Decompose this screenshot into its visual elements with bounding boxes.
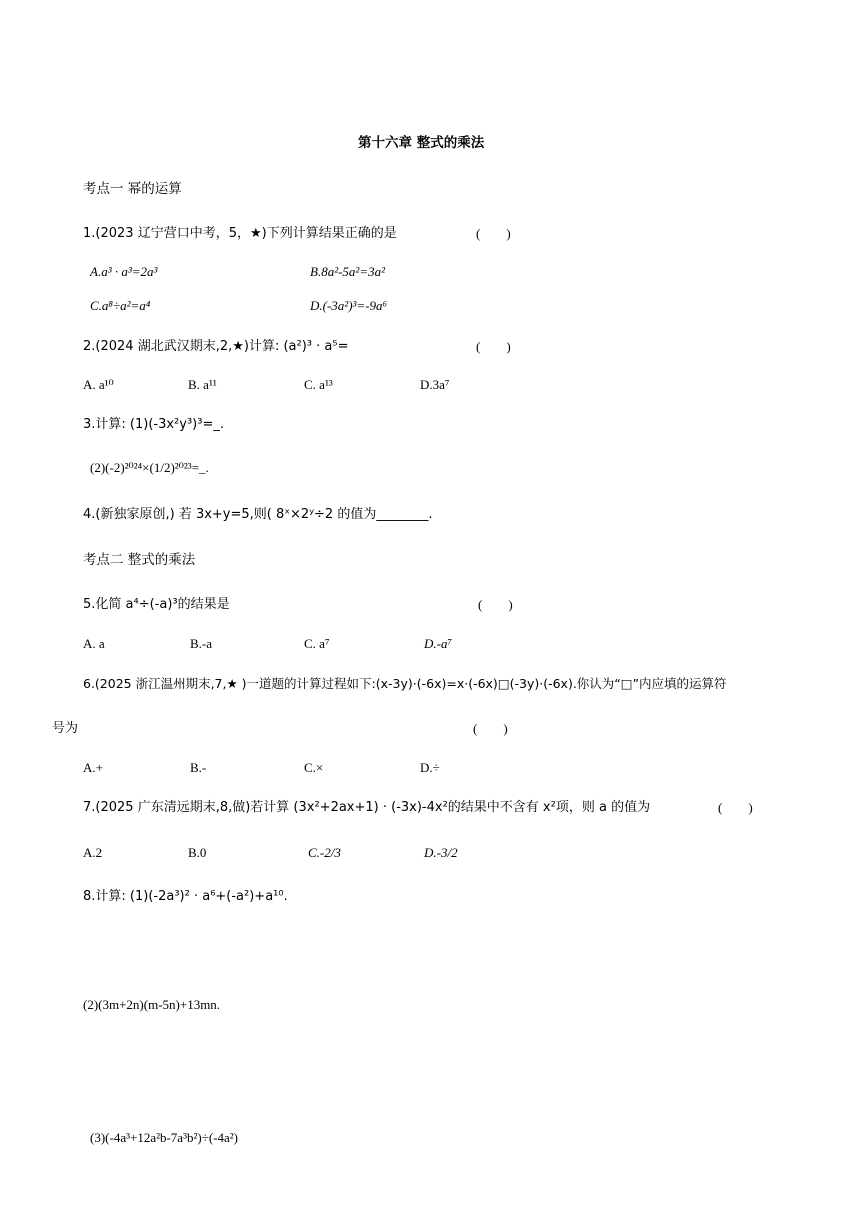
question-1-option-a: A.a³ · a³=2a³: [90, 264, 158, 279]
question-1-option-b: B.8a²-5a²=3a²: [310, 264, 385, 279]
question-6-option-b: B.-: [190, 760, 207, 775]
question-6-stem: 6.(2025 浙江温州期末,7,★ )一道题的计算过程如下:(x-3y)·(-6x)=x·(-6x)□(-3y)·(-6x).你认为“□”内应填的运算符: [83, 676, 727, 691]
question-5-option-a: A. a: [83, 636, 105, 651]
question-7-option-b: B.0: [188, 845, 207, 860]
question-7-option-d: D.-3/2: [424, 845, 458, 860]
question-7-bracket: ( ): [718, 800, 753, 815]
question-2-bracket: ( ): [476, 339, 511, 354]
question-2-option-c: C. a¹³: [304, 377, 333, 392]
question-5-option-b: B.-a: [190, 636, 213, 651]
section-heading-1: 考点一 幂的运算: [83, 181, 182, 197]
question-6-bracket: ( ): [473, 721, 508, 736]
question-1-bracket: ( ): [476, 226, 511, 241]
question-6-stem-continued: 号为: [52, 721, 79, 736]
section-heading-2: 考点二 整式的乘法: [83, 552, 196, 568]
question-2-stem: 2.(2024 湖北武汉期末,2,★)计算: (a²)³ · a⁵=: [83, 339, 349, 354]
question-2-option-d: D.3a⁷: [420, 377, 450, 392]
question-4-stem: 4.(新独家原创,) 若 3x+y=5,则( 8ˣ×2ʸ÷2 的值为________.: [83, 507, 433, 522]
question-5-option-c: C. a⁷: [304, 636, 330, 651]
question-5-option-d: D.-a⁷: [424, 636, 452, 651]
question-8-part-1: 8.计算: (1)(-2a³)² · a⁶+(-a²)+a¹⁰.: [83, 889, 288, 904]
question-1-option-d: D.(-3a²)³=-9a⁶: [310, 298, 388, 313]
page-title: 第十六章 整式的乘法: [358, 135, 485, 151]
question-5-stem: 5.化简 a⁴÷(-a)³的结果是: [83, 597, 230, 612]
question-3-part-1: 3.计算: (1)(-3x²y³)³=_.: [83, 417, 224, 432]
question-3-part-2: (2)(-2)²⁰²⁴×(1/2)²⁰²³=_.: [90, 460, 209, 475]
question-6-option-d: D.÷: [420, 760, 440, 775]
question-1-stem: 1.(2023 辽宁营口中考，5，★)下列计算结果正确的是: [83, 226, 397, 241]
question-2-option-b: B. a¹¹: [188, 377, 217, 392]
question-7-stem: 7.(2025 广东清远期末,8,做)若计算 (3x²+2ax+1) · (-3x)-4x²的结果中不含有 x²项，则 a 的值为: [83, 800, 651, 815]
question-7-option-c: C.-2/3: [308, 845, 341, 860]
question-8-part-2: (2)(3m+2n)(m-5n)+13mn.: [83, 997, 221, 1012]
question-2-option-a: A. a¹⁰: [83, 377, 114, 392]
question-5-bracket: ( ): [478, 597, 513, 612]
question-6-option-c: C.×: [304, 760, 324, 775]
question-1-option-c: C.a⁸÷a²=a⁴: [90, 298, 151, 313]
question-7-option-a: A.2: [83, 845, 103, 860]
question-6-option-a: A.+: [83, 760, 103, 775]
question-8-part-3: (3)(-4a³+12a²b-7a³b²)÷(-4a²): [90, 1130, 238, 1145]
